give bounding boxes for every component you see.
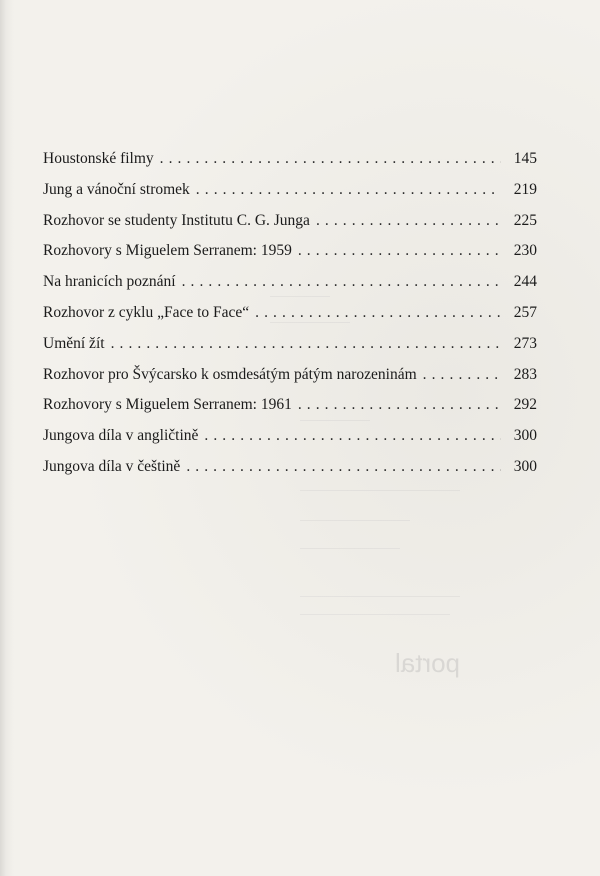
toc-dot-leader — [111, 334, 501, 354]
bleed-through-line — [300, 490, 460, 491]
toc-entry-page: 244 — [513, 273, 537, 291]
toc-dot-leader — [423, 365, 501, 385]
toc-entry-title: Houstonské filmy — [43, 150, 154, 167]
toc-entry — [43, 180, 537, 211]
toc-dot-leader — [186, 457, 501, 477]
bleed-through-line — [300, 548, 400, 549]
toc-entry-page: 230 — [513, 242, 537, 260]
toc-entry-title: Jungova díla v češtině — [43, 457, 181, 475]
toc-entry — [43, 272, 537, 303]
toc-entry — [43, 334, 537, 365]
toc-entry — [43, 426, 537, 457]
table-of-contents — [43, 149, 537, 488]
bleed-through-line — [300, 596, 460, 597]
toc-entry-title: Umění žít — [43, 334, 105, 352]
bleed-through-line — [300, 520, 410, 521]
toc-entry — [43, 303, 537, 334]
toc-entry-page: 219 — [513, 180, 537, 198]
toc-entry — [43, 211, 537, 242]
toc-entry-page: 283 — [513, 365, 537, 383]
toc-entry-title: Rozhovor se studenty Institutu C. G. Junga — [43, 211, 310, 229]
toc-dot-leader — [182, 272, 501, 292]
bleed-through-logo: portal — [395, 648, 461, 678]
toc-entry-page: 225 — [513, 211, 537, 229]
toc-entry-title: Rozhovor pro Švýcarsko k osmdesátým pátým narozeninám — [43, 365, 417, 383]
toc-entry — [43, 365, 537, 396]
toc-dot-leader — [204, 426, 501, 446]
toc-entry-page: 300 — [513, 457, 537, 475]
bleed-through-line — [300, 614, 450, 615]
toc-entry-title: Jungova díla v angličtině — [43, 427, 199, 445]
toc-entry — [43, 395, 537, 426]
toc-entry-page: 145 — [513, 150, 537, 167]
toc-dot-leader — [255, 303, 501, 323]
toc-dot-leader — [316, 211, 501, 231]
toc-entry-title: Rozhovor z cyklu „Face to Face“ — [43, 303, 250, 321]
toc-entry-page: 257 — [513, 303, 537, 321]
toc-entry-title: Rozhovory s Miguelem Serranem: 1959 — [43, 242, 292, 260]
toc-entry-page: 292 — [513, 396, 537, 414]
toc-entry — [43, 241, 537, 272]
toc-entry-title: Na hranicích poznání — [43, 273, 176, 291]
toc-entry — [43, 149, 537, 180]
toc-entry-title: Rozhovory s Miguelem Serranem: 1961 — [43, 396, 292, 414]
toc-dot-leader — [298, 241, 501, 261]
toc-entry-page: 273 — [513, 334, 537, 352]
toc-entry — [43, 457, 537, 488]
toc-dot-leader — [298, 395, 501, 415]
toc-dot-leader — [196, 180, 501, 200]
toc-dot-leader — [160, 149, 501, 169]
toc-entry-title: Jung a vánoční stromek — [43, 180, 190, 198]
toc-entry-page: 300 — [513, 427, 537, 445]
